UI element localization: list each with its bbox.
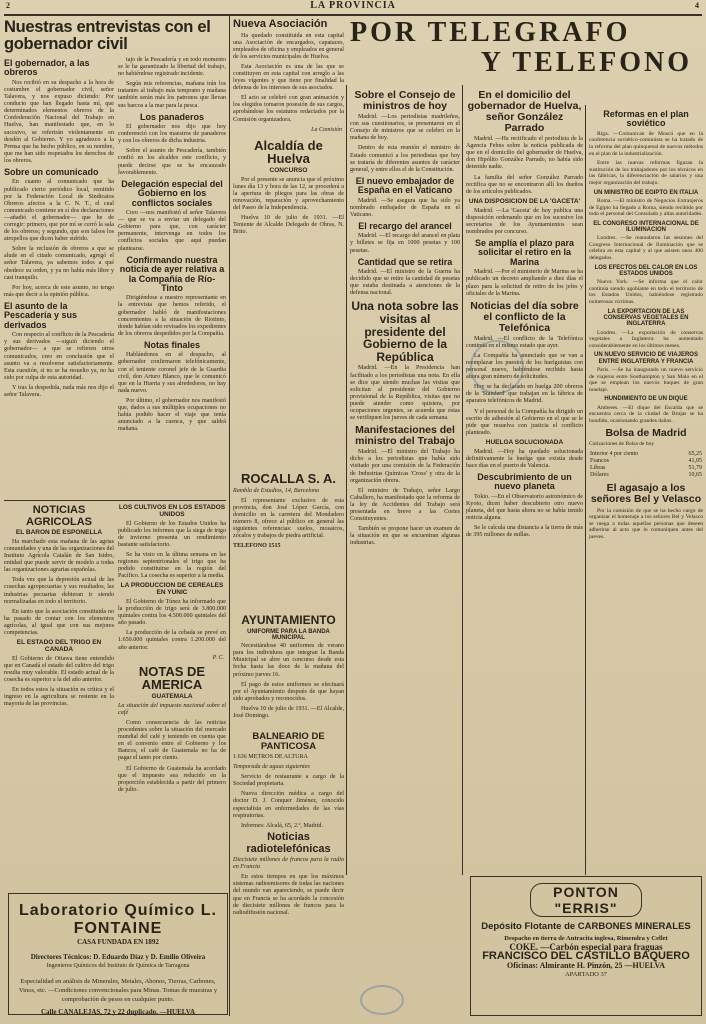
article-title: El nuevo embajador de España en el Vaticano (355, 175, 455, 196)
newspaper-title: LA PROVINCIA (310, 0, 396, 11)
paragraph: Dentro de esta reunión el ministro de Estado comunicó a los periodistas que hoy se trataría de diferentes asuntos de carácter general, y entre ellos el de la Constitución. (350, 145, 460, 173)
lead: La situación del impuesto nacional sobre el café (118, 702, 226, 716)
paragraph: La Compañía ha anunciado que se van a reemplazar los puestos de los huelguistas con personal nuevo, habiéndose recibido hasta ahora gran número de solicitudes. (466, 352, 583, 381)
column-4 (233, 17, 344, 347)
library-stamp (360, 985, 404, 1015)
signature: P. C. (212, 654, 224, 661)
subheading: UNIFORME PARA LA BANDA MUNICIPAL (247, 628, 330, 641)
subheading: UNA DISPOSICION DE LA 'GACETA' (468, 197, 581, 205)
paragraph: También se propone hacer un examen de la situación en que se encuentran algunas industrias. (350, 526, 460, 547)
paragraph: Nueva dirección médica a cargo del doctor D. J. Conquer Jiménez, conocido especialista en enfermedades de las vías respiratorias. (233, 791, 344, 819)
paragraph: Madrid. —El ministro de la Guerra ha decidido que se retire la cantidad de pesetas que estaba destinada a atenciones de la defensa nacional. (350, 269, 460, 297)
subheading: HUELGA SOLUCIONADA (485, 438, 564, 446)
balneario-ad (233, 730, 344, 829)
subheading: EL CONGRESO INTERNACIONAL DE ILUMINACION (593, 220, 699, 233)
paragraph: El Gobierno de Ottawa tiene entendido que en Canadá el estado del cultivo del trigo resulta muy valorable. El estado actual de la cosecha es superior a la del año anterior. (4, 655, 114, 684)
paragraph: Dirigiéndose a nuestro representante en la entrevista que hemos referido, el gobernador habló de manifestaciones concernientes a la situación de Riotinto, donde habían sido revisados los expedientes de los obreros despedidos por la Compañía. (118, 295, 226, 337)
article-title: Noticias del día sobre el conflicto de la Telefónica (470, 299, 579, 334)
telegraph-banner (350, 18, 702, 88)
paragraph: En tanto que la asociación constituida no ha pasado de contar con los elementos agrícolas, al igual que con sus mejores competencias. (4, 608, 114, 637)
fontaine-ad (8, 893, 228, 1015)
ad-line: Ingenieros Químicos del Instituto de Química de Tarragona (46, 963, 190, 969)
paragraph: Riga. —Comunican de Moscú que en la conferencia soviético-comunista se ha tratado de la reforma del plan quinquenal de nuevos métodos en el plan de la industrialización. (589, 130, 703, 157)
column-2 (118, 57, 226, 497)
paragraph: Madrid. —Los periodistas madrileños, con sus cuestionarios, se presentaron en el Consejo de ministros que se celebró en la mañana de hoy. (350, 114, 460, 142)
column-6 (466, 88, 583, 873)
page-number-left: 2 (6, 1, 11, 10)
paragraph: El gobernador nos dijo que hoy conferenció con los maestros de panaderos y con los obreros de dicha industria. (118, 124, 226, 145)
banner-line-1: POR TELEGRAFO (350, 17, 631, 48)
paragraph: Huelva 10 de julio de 1931. —El Teniente de Alcalde Delegado de Obras, N. Brito. (233, 215, 344, 236)
ad-line: FRANCISCO DEL CASTILLO BAQUERO (482, 950, 690, 962)
subheading: Delegación especial del Gobierno en los conflictos sociales (121, 178, 223, 208)
library-stamp (470, 340, 524, 394)
article-title: Se amplía el plazo para solicitar el retiro en la Marina (474, 238, 575, 267)
article-title: Cantidad que se retira (357, 256, 453, 267)
rocalla-ad (233, 470, 344, 552)
bolsa-value: 51,79 (688, 465, 702, 472)
subheading: EL ESTADO DEL TRIGO EN CANADA (16, 639, 102, 653)
article-title: Manifestaciones del ministro del Trabajo (355, 424, 455, 448)
paragraph: Roma. —El ministro de Negocios Extranjeros de Egipto ha llegado a Roma, siendo recibido por todo el personal del Consulado y altas autoridades. (589, 197, 703, 218)
article-title: Sobre el Consejo de ministros de hoy (354, 89, 456, 113)
paragraph: Hablándonos en el despacho, al gobernador confirmaron telefónicamente, con el teniente coronel jefe de la Guardia civil, don Arturo Blanco, que le comunicó que en la Huerta y sus alrededores, no hay nada nuevo. (118, 352, 226, 394)
paragraph: Se le calcula una distancia a la tierra de más de 395 millones de millas. (466, 525, 583, 539)
ad-title: PONTON "ERRIS" (553, 884, 619, 916)
paragraph: tajo de la Pescadería y en todo momento se le ha garantizado la libertad del trabajo, no habiéndose registrado incidente. (118, 57, 226, 78)
subheading: El asunto de la Pescadería y sus derivados (4, 300, 78, 330)
top-rule (4, 14, 702, 16)
article-title: Reformas en el plan soviético (603, 109, 689, 129)
paragraph: Nueva York. —Se informa que el calor continúa siendo agobiante en todo el territorio de los Estados Unidos, habiéndose registrado numerosas víctimas. (589, 279, 703, 306)
paragraph: En cuanto al comunicado que ha publicado cierto periódico local, remitido por la Federación Local de Sindicatos Obreros afectos a la C. N. T., el cual comunicado contiene en sí dos declaraciones —añadió el gobernador— que he de corregir: primero, que por mí se cerró la sala de los obreros; y segundo, que son falsos los atropellos que dicen haber sufrido. (4, 179, 114, 243)
paragraph: Ha marchado esta mañana de las agrias comunidades y una de las organizaciones del Instituto Agrícola Catalán de San Isidro, entidad que puede servir de modelo a todas las organizaciones agrarias españolas. (4, 538, 114, 574)
subheading: LA PRODUCCION DE CEREALES EN YUNIC (120, 582, 224, 597)
subheading: UN NUEVO SERVICIO DE VIAJEROS ENTRE INGLATERRA Y FRANCIA (594, 352, 698, 365)
subheading: LOS EFECTOS DEL CALOR EN LOS ESTADOS UNIDOS (594, 264, 698, 277)
ad-title: ROCALLA S. A. (240, 471, 337, 486)
paragraph: Hoy se ha declarado en huelga 200 obreros de la 'Standard' que trabajan en la fábrica de aparatos telefónicos de Madrid. (466, 384, 583, 405)
crops-and-america (118, 503, 226, 888)
article-title: AYUNTAMIENTO (241, 613, 336, 627)
subheading: Confirmando nuestra noticia de ayer relativa a la Compañía de Río-Tinto (119, 254, 225, 293)
column-7 (589, 108, 703, 873)
subheading: HUNDIMIENTO DE UN DIQUE (604, 396, 688, 403)
table-row (589, 451, 703, 458)
masthead (0, 0, 706, 14)
ad-title: BALNEARIO DE PANTICOSA (252, 731, 325, 752)
paragraph: En todos estos la situación es crítica y el ingreso en la agricultura se resiente en la mayoría de las provincias. (4, 687, 114, 708)
section-title: NOTICIAS AGRICOLAS (26, 504, 92, 528)
ad-line: Despacho en tierra de Antracita inglesa, Rimendra y Cellet (504, 935, 668, 942)
ad-line: Oficinas: Almirante H. Pinzón, 25 —HUELVA (506, 961, 665, 970)
paragraph: Nos recibió en su despacho a la hora de costumbre el gobernador civil, señor Talavera, y nos expuso diciendo: Por conducto que han llegado hasta mí, que determinados elementos obreros de la Confederación Nacional del Trabajo en Huelva, han manifestado que, en lo sucesivo, se referirán violentamente en desdén al Gobierno. Y yo agradezco a la Prensa que ha hecho público, en su nombre, que me han sido respetados los derechos de los obreros. (4, 79, 114, 164)
article-title: Nueva Asociación (233, 18, 328, 30)
main-headline: Nuestras entrevistas con el gobernador civil (4, 18, 211, 54)
subheading: El gobernador, a las obreros (4, 58, 90, 78)
table-row (589, 458, 703, 465)
phone: TELEFONO 1515 (233, 543, 281, 550)
article-title: Alcaldía de Huelva (254, 137, 323, 167)
paragraph: Y tras la despedida, nada más nos dijo el señor Talavera. (4, 384, 114, 398)
signature: La Comisión (311, 126, 342, 133)
bolsa-label: Francos (590, 458, 609, 465)
paragraph: Londres. —La exportación de conservas vegetales a Inglaterra ha aumentado considerablemente en los últimos meses. (589, 329, 703, 349)
article-title: Una nota sobre las visitas al presidente del Gobierno de la República (351, 299, 459, 364)
paragraph: Amberes. —El dique del Escalda que se encuentra cerca de la ciudad de Brujas se ha hundido, ocasionando grandes daños. (589, 404, 703, 424)
paragraph: Y el personal de la Compañía ha dirigido un escrito de adhesión al Gobierno en el que se le pide que resuelva con justicia el conflicto planteado. (466, 408, 583, 436)
paragraph: El Gobierno de Guatemala ha acordado que el impuesto sea reducido en la proporción establecida a partir del primero de julio. (118, 765, 226, 793)
paragraph: La familia del señor González Parrado rectifica que no se encontraron allí los dueños de los artículos publicados. (466, 174, 583, 195)
bolsa-value: 65,25 (688, 451, 702, 458)
paragraph: Huelva 10 de julio de 1931. —El Alcalde, José Domingo. (233, 705, 344, 720)
paragraph: El pago de estos uniformes se efectuará por el Ayuntamiento después de que hayan sido aprobados y reconocidos. (233, 681, 344, 702)
paragraph: Toda vez que la depresión actual de las cosechas agropecuarias y sus resultados, las industrias pecuarias debieran ir siendo normalizadas en todo el territorio. (4, 577, 114, 605)
interview-headline-block (4, 17, 226, 57)
paragraph: Por la comisión de que se ha hecho cargo de organizar el homenaje a los señores Bel y Velasco se ruega a todas aquellas personas que deseen adherirse al acto que lo comuniquen antes del jueves. (589, 507, 703, 540)
column-rule (229, 16, 230, 1016)
banner-line-2: Y TELEFONO (480, 47, 692, 78)
bolsa-table (589, 451, 703, 479)
paragraph: Con respecto al conflicto de la Pescadería y sus derivados —siguió diciendo el gobernador— a que se refieren otros comunicados, creo en conclusión que el asunto va a resolverse satisfactoriamente. Esta cuestión, si no se ha resuelto ya, no ha sido por culpa de esta autoridad. (4, 332, 114, 381)
bolsa-label: Dólares (590, 472, 609, 479)
subheading: GUATEMALA (151, 692, 193, 700)
subheading: UN MINISTRO DE EGIPTO EN ITALIA (593, 189, 699, 196)
paragraph: Esta Asociación es una de las que se constituyen en esta capital con arreglo a las leyes vigentes y que tiene por finalidad la defensa de los intereses de sus asociados. (233, 63, 344, 92)
paragraph: Por último, el gobernador nos manifestó que, dados a sus múltiples ocupaciones no había podido hacer el viaje que tenía anunciado a la cuenca, y que saldrá mañana. (118, 397, 226, 433)
subheading: EL BARON DE ESPONELLA (15, 529, 103, 537)
subheading: CONCURSO (269, 166, 308, 174)
paragraph: Por el presente se anuncia que el próximo lunes día 13 y hora de las 12, se procederá a la apertura de pliegos para las obras de renovación, reparación y aprovechamiento del Paseo de la Independencia. (233, 176, 344, 212)
ad-subtitle: Rambla de Estudios, 14, Barcelona (233, 487, 320, 494)
subheading: Diecisiete millones de francos para la radio en Francia (233, 857, 344, 871)
article-title: El recargo del arancel (358, 220, 452, 231)
paragraph: Madrid. —Por el ministerio de Marina se ha publicado un decreto ampliando a diez días el plazo para la solicitud de retiro de los jefes y oficiales de la Marina. (466, 269, 583, 297)
paragraph: Como consecuencia de las noticias procedentes sobre la situación del mercado mundial del café y teniendo en cuenta que en el convenio entre el Gobierno y los Bancos, el café de Guatemala no ha de pagar el tanto por ciento. (118, 719, 226, 762)
bolsa-title: Bolsa de Madrid (605, 427, 687, 440)
section-title: NOTAS DE AMERICA (138, 663, 206, 693)
agricultural-news (4, 503, 114, 888)
paragraph: Madrid. —Se asegura que ha sido ya nombrado embajador de España en el Vaticano. (350, 197, 460, 218)
column-rule (585, 105, 586, 875)
bolsa-subtitle: Cotizaciones de Bolsa de hoy (589, 441, 655, 448)
table-row (589, 472, 703, 479)
paragraph: Informes: Alcalá, 65, 2.º, Madrid. (241, 822, 323, 829)
column-rule (346, 85, 347, 875)
paragraph: París. —Se ha inaugurado un nuevo servicio de viajeros entre Southampton y San Malo en el que se emplean los nuevos buques de gran tonelaje. (589, 366, 703, 393)
ad-subtitle: 1.636 METROS DE ALTURA (233, 753, 308, 760)
paragraph: Por hoy, acerca de este asunto, no tengo más que decir a la opinión pública. (4, 284, 114, 298)
paragraph: El ministro de Trabajo, señor Largo Caballero, ha manifestado que la reforma de la ley de Accidentes del Trabajo será presentada en breve a las Cortes Constituyentes. (350, 487, 460, 523)
bolsa-value: 41,05 (688, 458, 702, 465)
subheading: LOS CULTIVOS EN LOS ESTADOS UNIDOS (118, 504, 226, 518)
paragraph: Madrid. —Ha rectificado el periodista de la Agencia Febus sobre la noticia publicada de que en el domicilio del gobernador de Huelva, don Hipólito González Parrado, no había sido detenido nadie. (466, 136, 583, 171)
radio-news (233, 830, 344, 1018)
paragraph: Entre las nuevas reformas figuran la sustitución de los trabajadores por los técnicos en las fábricas, la diferenciación de salarios y una mejor organización del trabajo. (589, 160, 703, 187)
ad-line: Calle CANALEJAS, 72 y 22 duplicado. —HUELVA (40, 1008, 196, 1016)
ad-subtitle: Temporada de aguas siguientes (233, 764, 310, 771)
ad-line: COKE. —Carbón especial para fraguas (509, 942, 663, 952)
ayuntamiento-notice (233, 612, 344, 722)
article-title: Noticias radiotelefónicas (246, 831, 331, 855)
paragraph: Según mis referencias, mañana irán los tratantes al trabajo más temprano y mañana también serán más los patronos que llevan sus barcos a la mar para la pesca. (118, 81, 226, 109)
column-1 (4, 57, 114, 497)
paragraph: Necesitándose 40 uniformes de verano para los individuos que integran la Banda Municipal se abre un concurso desde esta fecha hasta las doce de la mañana del próximo jueves 16. (233, 643, 344, 678)
article-title: El agasajo a los señores Bel y Velasco (590, 482, 702, 506)
ad-line: APARTADO 37 (564, 971, 607, 978)
paragraph: Ha quedado constituida en esta capital una Asociación de encargados, capataces, empleados de oficina y empleados en general de los servicios municipales de Huelva. (233, 32, 344, 60)
column-rule (462, 85, 463, 875)
paragraph: Sobre la reclusión de obreros a que se alude en el citado comunicado, agregó el señor Talavera, ya sabemos todos a qué obedece su orden, y ya no había más libre y casi tranquilo. (4, 246, 114, 281)
article-title: Descubrimiento de un nuevo planeta (477, 472, 572, 492)
section-rule (4, 500, 226, 501)
paragraph: El acto se celebró con gran animación y los elegidos tomaron posesión de sus cargos, aprobándose los estatutos redactados por la Comisión organizadora. (233, 95, 344, 123)
ad-line: CASA FUNDADA EN 1892 (77, 938, 159, 946)
bolsa-label: Libras (590, 465, 606, 472)
paragraph: La producción de la cebada se prevé en 1.650.000 quintales contra 1.200.000 del año anterior. (118, 630, 226, 651)
paragraph: Se ha visto en la última semana en las regiones septentrionales el trigo que ha podido constituirse en la región del Pacífico. La cosecha es superior a la media. (118, 552, 226, 580)
column-5 (350, 88, 460, 873)
paragraph: Madrid. —En la Presidencia han facilitado a los periodistas una nota. En ella se dice que siendo muchas las visitas que solicitan al presidente del Gobierno provisional de la República, visitas que no puede atender como quisiera, por ocupaciones urgentes, se acuerda que éstas se verifiquen los jueves de cada semana. (350, 365, 460, 422)
paragraph: Sobre el asunto de Pescadería, también confió en los alcaldes este conflicto, y puede decirse que se ha encauzado favorablemente. (118, 148, 226, 176)
paragraph: En estos tiempos en que los máximos sistemas radioemisores de todas las naciones del mundo van apareciendo, se puede decir que en Francia se ha acordado la concesión de diecisiete millones de francos para la radiodifusión nacional. (233, 874, 344, 916)
paragraph: Madrid. —El conflicto de la Telefónica continúa en el mismo estado que ayer. (466, 335, 583, 349)
paragraph: Madrid. —El ministro del Trabajo ha dicho a los periodistas que había sido visitado por una comisión de la Federación de Industrias Químicas 'Cross' y otra de la organización obrera. (350, 449, 460, 484)
ad-title: Laboratorio Químico L. FONTAINE (18, 902, 217, 937)
ad-line: Especialidad en análisis de Minerales, Metales, Abonos, Tierras, Carbones, Vinos, etc. —Condiciones convencionales para Minas. Tomas de muestras y comprobación de pesos en cualquier punto. (18, 978, 218, 1003)
paragraph: Creo —nos manifestó el señor Talavera— que se va a enviar un delegado del Gobierno para que, con carácter permanente, intervenga en todos los conflictos sociales que aquí puedan plantearse. (118, 210, 226, 252)
paragraph: El representante exclusivo de esta provincia, don José López García, con domicilio en la carretera del Mondadero número 8, ofrece al público en general las siguientes referencias: suelos, mosaicos, zócalos y trabajos de piedra artificial. (233, 497, 344, 540)
ponton-erris-ad (470, 876, 702, 1016)
bolsa-label: Interior 4 por ciento (590, 451, 639, 458)
paragraph: El Gobierno de Túnez ha informado que la producción de trigo será de 3.800.000 quintales contra los 4.500.000 quintales del año pasado. (118, 599, 226, 627)
ponton-badge (530, 883, 642, 917)
subheading: LA EXPORTACION DE LAS CONSERVAS VEGETALES EN INGLATERRA (603, 308, 689, 328)
article-title: En el domicilio del gobernador de Huelva, señor González Parrado (467, 89, 582, 135)
ad-line: Directores Técnicos: D. Eduardo Díaz y D. Emilio Oliveira (30, 953, 206, 961)
subheading: Sobre un comunicado (4, 167, 99, 177)
subheading: Los panaderos (139, 111, 204, 122)
ad-line: Depósito Flotante de CARBONES MINERALES (481, 921, 691, 932)
paragraph: El Gobierno de los Estados Unidos ha publicado los informes que la siega de trigo de invierno presenta un rendimiento bastante satisfactorio. (118, 520, 226, 548)
table-row (589, 465, 703, 472)
paragraph: Madrid. —El recargo del arancel en plata y billetes se fija en 1000 pesetas y 100 pesetas. (350, 233, 460, 254)
paragraph: Tokio. —En el Observatorio astronómico de Kyoto, dicen haber descubierto otro nuevo planeta, del que hasta ahora no se había tenido noticia alguna. (466, 493, 583, 522)
paragraph: Madrid. —Hoy ha quedado solucionada definitivamente la huelga que existía desde hace días en el puerto de Valencia. (466, 448, 583, 469)
bolsa-value: 10,65 (688, 472, 702, 479)
paragraph: Servicio de restaurante a cargo de la Sociedad propietaria. (233, 774, 344, 788)
page-number-right: 4 (695, 1, 700, 10)
paragraph: Londres. —Se reanudaron las sesiones del Congreso Internacional de Iluminación que se celebra en esta capital y al que asisten unos 400 delegados. (589, 235, 703, 262)
paragraph: Madrid. —La 'Gaceta' de hoy publica una disposición ordenando que en los sucesivo los secretarios de los Ayuntamientos sean nombrados por concurso. (466, 207, 583, 235)
subheading: Notas finales (143, 339, 201, 350)
